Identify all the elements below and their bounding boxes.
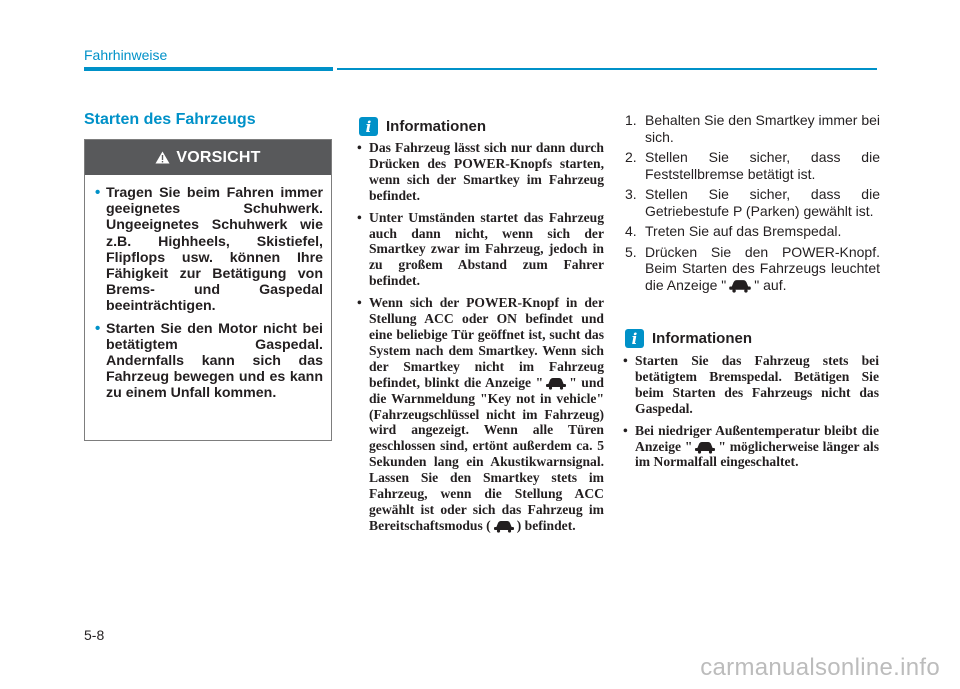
step-item <box>625 112 880 145</box>
info-text: Bei niedriger Außentemperatur bleibt die Anzeige " <box>635 422 879 454</box>
info-heading-text: Informationen <box>652 330 752 347</box>
step-number: 3. <box>625 186 637 202</box>
car-indicator-icon <box>493 520 515 533</box>
step-number: 4. <box>625 223 637 239</box>
info-icon: i <box>625 329 644 348</box>
step-text: Behalten Sie den Smartkey immer bei sich. <box>645 112 880 145</box>
warning-triangle-icon <box>155 151 170 164</box>
step-item <box>625 186 880 219</box>
info-item <box>357 295 604 534</box>
step-number: 2. <box>625 149 637 165</box>
info-text: Wenn sich der POWER-Knopf in der Stellung ACC oder ON befindet und eine beliebige Tür geöffnet ist, sucht das System nach dem Smartkey. Wenn sich der Smartkey nicht im Fahrzeug befindet, blinkt die Anzeige " <box>369 295 604 390</box>
info-item: • Das Fahrzeug lässt sich nur dann durch Drücken des POWER-Knopfs starten, wenn sich der Smartkey im Fahrzeug befindet. <box>357 140 604 204</box>
info-icon: i <box>359 117 378 136</box>
info-heading-2 <box>625 329 752 348</box>
caution-item: • Tragen Sie beim Fahren immer geeignetes Schuhwerk. Ungeeignetes Schuhwerk wie z.B. Highheels, Skistiefel, Flipflops usw. können Ihre Fähigkeit zur Betätigung von Brems- und Gaspedal beeinträchtigen. <box>93 185 323 315</box>
caution-box <box>84 139 332 441</box>
caution-item: • Starten Sie den Motor nicht bei betätigtem Gaspedal. Andernfalls kann sich das Fahrzeug bewegen und es kann zu einem Unfall kommen. <box>93 321 323 402</box>
watermark: carmanualsonline.info <box>700 654 940 681</box>
page-number: 5-8 <box>84 627 105 643</box>
info-text: " und die Warnmeldung "Key not in vehicle" (Fahrzeugschlüssel nicht im Fahrzeug) wird angezeigt. Wenn alle Türen geschlossen sind, ertönt außerdem ca. 5 Sekunden lang ein Akustikwarnsignal. Lassen Sie den Smartkey stets im Fahrzeug, wenn die Stellung ACC gewählt ist oder sich das Fahrzeug im Bereitschaftsmodus ( <box>369 374 604 533</box>
step-number: 5. <box>625 243 637 260</box>
info-list-2 <box>623 353 879 476</box>
step-text: Treten Sie auf das Bremspedal. <box>645 223 842 239</box>
caution-list <box>85 175 331 402</box>
car-indicator-icon <box>545 377 567 390</box>
step-item <box>625 149 880 182</box>
info-item: • Unter Umständen startet das Fahrzeug auch dann nicht, wenn sich der Smartkey zwar im Fahrzeug, jedoch in zu großem Abstand zum Fahrer befindet. <box>357 210 604 290</box>
car-indicator-icon <box>728 279 752 293</box>
step-text: Stellen Sie sicher, dass die Getriebestufe P (Parken) gewählt ist. <box>645 186 880 219</box>
info-item <box>623 423 879 471</box>
step-text: " auf. <box>754 276 787 293</box>
info-heading-text: Informationen <box>386 118 486 135</box>
header-rule-thin <box>337 68 877 70</box>
caution-header <box>85 140 331 175</box>
step-text: Drücken Sie den POWER-Knopf. Beim Starten des Fahrzeugs leuchtet die Anzeige " <box>645 243 880 293</box>
header-rule-thick <box>84 67 333 71</box>
info-heading-1 <box>359 117 486 136</box>
step-text: Stellen Sie sicher, dass die Feststellbremse betätigt ist. <box>645 149 880 182</box>
section-header: Fahrhinweise <box>84 47 168 63</box>
step-item <box>625 223 880 240</box>
info-text: ) befindet. <box>516 517 576 533</box>
page-title: Starten des Fahrzeugs <box>84 111 256 128</box>
car-indicator-icon <box>694 441 716 454</box>
info-text: " möglicherweise länger als im Normalfall eingeschaltet. <box>635 438 879 470</box>
info-item: • Starten Sie das Fahrzeug stets bei betätigtem Bremspedal. Betätigen Sie beim Starten des Fahrzeugs nicht das Gaspedal. <box>623 353 879 417</box>
info-list-1 <box>357 140 604 540</box>
step-number: 1. <box>625 112 637 128</box>
step-item <box>625 244 880 294</box>
start-steps <box>625 112 880 297</box>
caution-heading: VORSICHT <box>176 148 261 166</box>
